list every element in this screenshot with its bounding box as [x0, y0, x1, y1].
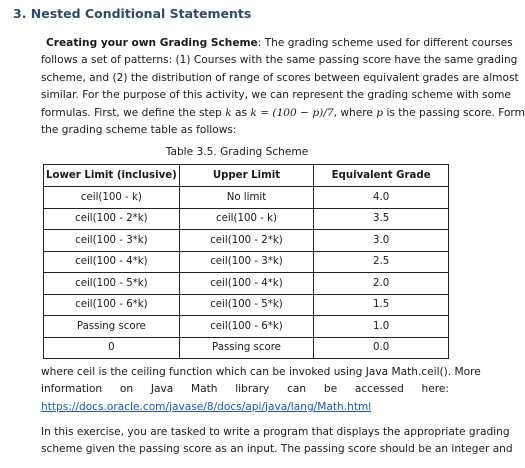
ceil-line-1: where ceil is the ceiling function which can be invoked using Java Math.ceil(). More [41, 366, 481, 378]
ceil-line-2: information on Java Math library can be accessed here: [41, 383, 449, 396]
cell-grade: 3.0 [314, 230, 449, 252]
table-row [44, 273, 449, 295]
cell-upper-limit: ceil(100 - 2*k) [179, 230, 313, 252]
intro-line-1-rest: : The grading scheme used for different courses [257, 37, 513, 49]
exercise-line-2: scheme given the passing score as an input. The passing score should be an integer and [41, 443, 513, 456]
table-row [44, 208, 449, 230]
table-row [44, 337, 449, 359]
cell-grade: 2.0 [314, 273, 449, 295]
header-lower-limit: Lower Limit (inclusive) [44, 165, 180, 187]
grading-scheme-table [43, 164, 449, 359]
intro-line-5-as: as [231, 106, 251, 119]
cell-upper-limit: ceil(100 - 5*k) [179, 294, 313, 316]
intro-line-3: scheme, and (2) the distribution of range of scores between equivalent grades are almost [41, 71, 519, 84]
intro-line-5-b: , where [333, 106, 377, 119]
section-heading: 3. Nested Conditional Statements [13, 6, 252, 21]
header-upper-limit: Upper Limit [179, 165, 313, 187]
ceil-explanation-paragraph [41, 364, 481, 416]
cell-lower-limit: ceil(100 - 5*k) [44, 273, 180, 295]
table-header-row [44, 165, 449, 187]
header-equivalent-grade: Equivalent Grade [314, 165, 449, 187]
step-formula: k = (100 − p)/7 [250, 106, 334, 119]
cell-grade: 1.0 [314, 316, 449, 338]
table-row [44, 251, 449, 273]
intro-line-6: the grading scheme table as follows: [41, 124, 237, 137]
intro-line-4: similar. For the purpose of this activity, we can represent the grading scheme with some [41, 89, 511, 102]
exercise-paragraph [41, 424, 513, 459]
cell-lower-limit: ceil(100 - 3*k) [44, 230, 180, 252]
intro-line-5 [41, 105, 525, 122]
cell-grade: 2.5 [314, 251, 449, 273]
cell-upper-limit: ceil(100 - 3*k) [179, 251, 313, 273]
ceil-line-3 [41, 399, 449, 416]
intro-paragraph [41, 35, 525, 139]
cell-lower-limit: 0 [44, 337, 180, 359]
cell-lower-limit: ceil(100 - k) [44, 187, 180, 209]
intro-bold-lead: Creating your own Grading Scheme [46, 37, 258, 49]
cell-lower-limit: Passing score [44, 316, 180, 338]
table-row [44, 187, 449, 209]
table-row [44, 230, 449, 252]
exercise-line-1: In this exercise, you are tasked to write a program that displays the appropriate grading [41, 426, 510, 438]
cell-upper-limit: No limit [179, 187, 313, 209]
cell-grade: 3.5 [314, 208, 449, 230]
cell-upper-limit: ceil(100 - k) [179, 208, 313, 230]
cell-upper-limit: Passing score [179, 337, 313, 359]
cell-upper-limit: ceil(100 - 6*k) [179, 316, 313, 338]
passing-variable: p [376, 106, 384, 119]
table-row [44, 316, 449, 338]
intro-line-1 [41, 35, 513, 52]
intro-line-5-a: formulas. First, we define the step [41, 106, 226, 119]
cell-lower-limit: ceil(100 - 6*k) [44, 294, 180, 316]
cell-grade: 1.5 [314, 294, 449, 316]
intro-line-2: follows a set of patterns: (1) Courses with the same passing score have the same grading [41, 54, 518, 67]
step-variable: k [225, 106, 232, 119]
cell-grade: 4.0 [314, 187, 449, 209]
table-caption: Table 3.5. Grading Scheme [165, 146, 309, 158]
cell-lower-limit: ceil(100 - 4*k) [44, 251, 180, 273]
cell-upper-limit: ceil(100 - 4*k) [179, 273, 313, 295]
intro-line-5-c: is the passing score. Form [383, 106, 525, 119]
cell-grade: 0.0 [314, 337, 449, 359]
java-math-docs-link[interactable]: https://docs.oracle.com/javase/8/docs/api/java/lang/Math.html [41, 400, 372, 413]
cell-lower-limit: ceil(100 - 2*k) [44, 208, 180, 230]
table-row [44, 294, 449, 316]
